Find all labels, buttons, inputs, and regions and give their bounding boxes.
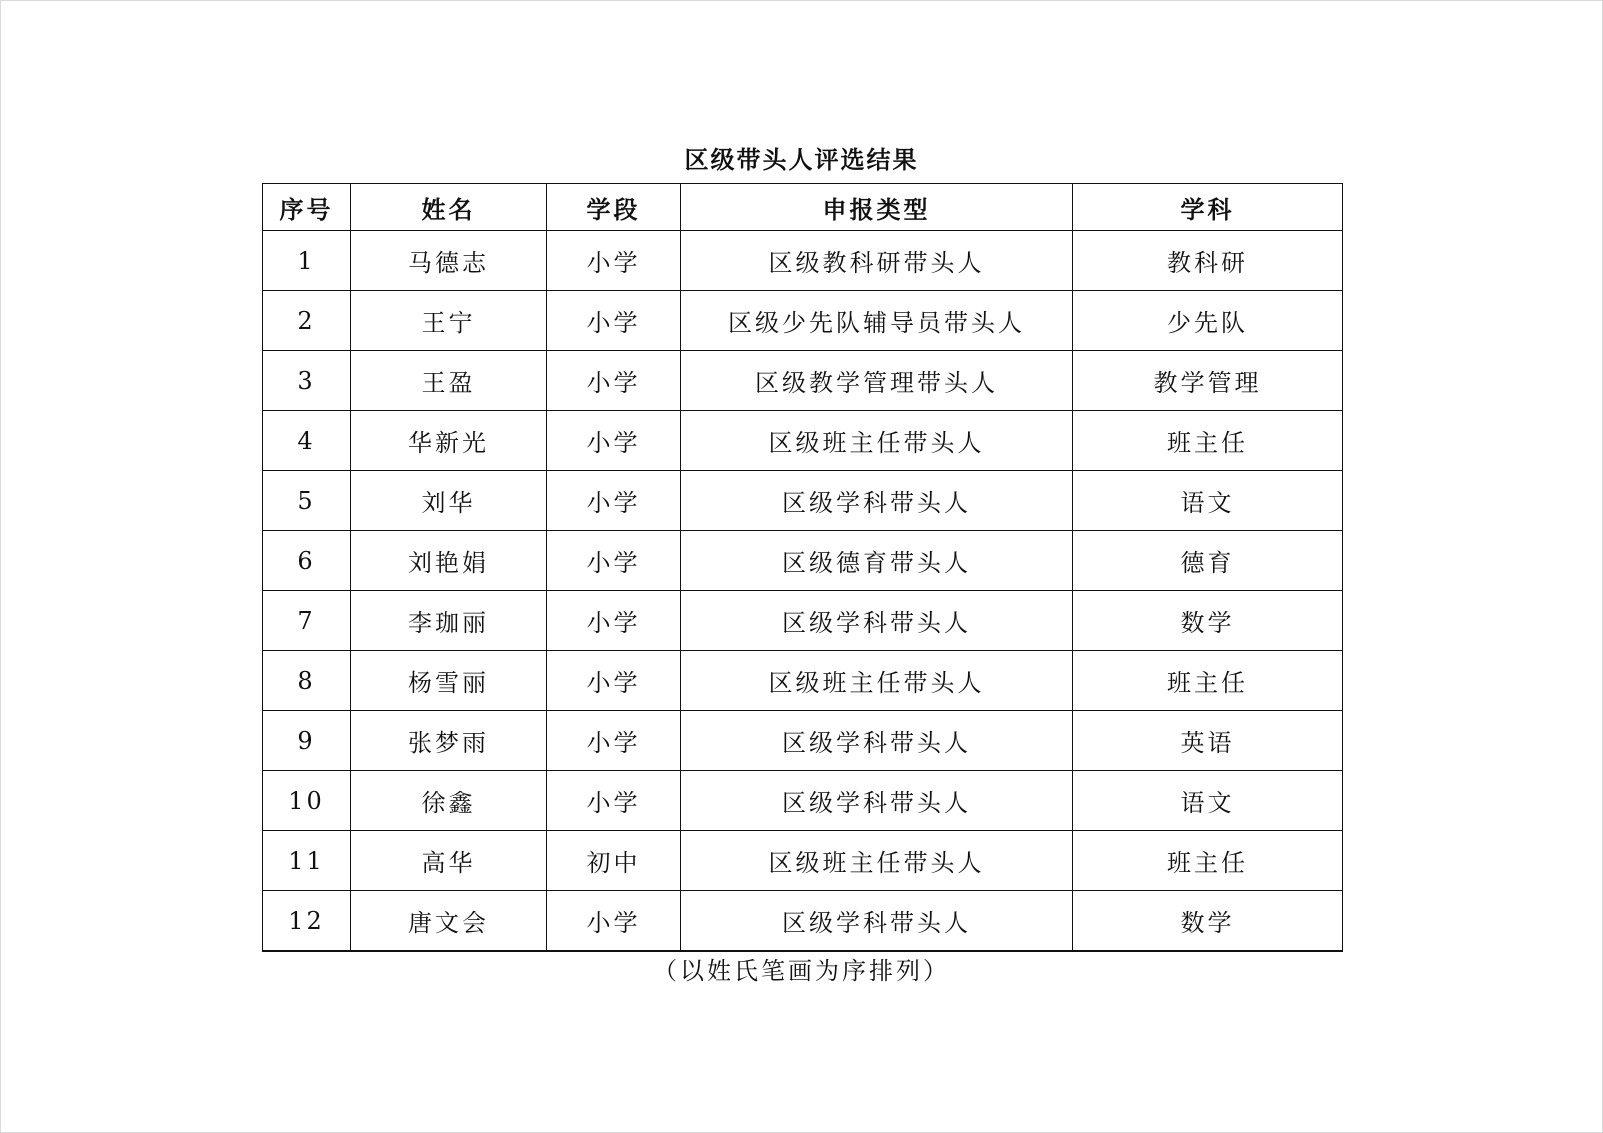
- table-row: [263, 471, 1343, 531]
- cell-index: 12: [263, 891, 351, 952]
- table-row: [263, 591, 1343, 651]
- cell-name: 刘华: [351, 471, 547, 531]
- cell-stage: 小学: [547, 771, 681, 831]
- cell-stage: 初中: [547, 831, 681, 891]
- cell-name: 高华: [351, 831, 547, 891]
- cell-stage: 小学: [547, 471, 681, 531]
- table-row: [263, 531, 1343, 591]
- cell-stage: 小学: [547, 231, 681, 291]
- cell-index: 9: [263, 711, 351, 771]
- cell-subject: 德育: [1073, 531, 1343, 591]
- table-row: [263, 891, 1343, 952]
- cell-index: 5: [263, 471, 351, 531]
- cell-type: 区级少先队辅导员带头人: [681, 291, 1073, 351]
- cell-subject: 教学管理: [1073, 351, 1343, 411]
- table-row: [263, 411, 1343, 471]
- cell-type: 区级班主任带头人: [681, 411, 1073, 471]
- header-subject: 学科: [1073, 184, 1343, 231]
- page-title: 区级带头人评选结果: [684, 146, 919, 174]
- table-row: [263, 651, 1343, 711]
- cell-stage: 小学: [547, 351, 681, 411]
- cell-name: 李珈丽: [351, 591, 547, 651]
- cell-subject: 语文: [1073, 471, 1343, 531]
- cell-type: 区级教学管理带头人: [681, 351, 1073, 411]
- cell-name: 唐文会: [351, 891, 547, 952]
- cell-type: 区级德育带头人: [681, 531, 1073, 591]
- cell-stage: 小学: [547, 411, 681, 471]
- cell-index: 7: [263, 591, 351, 651]
- cell-type: 区级教科研带头人: [681, 231, 1073, 291]
- sort-note: （以姓氏笔画为序排列）: [653, 957, 950, 985]
- cell-subject: 少先队: [1073, 291, 1343, 351]
- cell-subject: 数学: [1073, 891, 1343, 952]
- cell-stage: 小学: [547, 291, 681, 351]
- cell-index: 1: [263, 231, 351, 291]
- cell-stage: 小学: [547, 891, 681, 952]
- cell-subject: 班主任: [1073, 651, 1343, 711]
- cell-index: 4: [263, 411, 351, 471]
- table-row: [263, 351, 1343, 411]
- table-body: [263, 231, 1343, 952]
- cell-subject: 班主任: [1073, 831, 1343, 891]
- cell-index: 3: [263, 351, 351, 411]
- cell-stage: 小学: [547, 591, 681, 651]
- cell-name: 刘艳娟: [351, 531, 547, 591]
- cell-name: 王盈: [351, 351, 547, 411]
- cell-stage: 小学: [547, 531, 681, 591]
- cell-index: 6: [263, 531, 351, 591]
- table-row: [263, 771, 1343, 831]
- cell-index: 8: [263, 651, 351, 711]
- cell-name: 张梦雨: [351, 711, 547, 771]
- cell-subject: 英语: [1073, 711, 1343, 771]
- results-table: [262, 183, 1343, 952]
- cell-type: 区级班主任带头人: [681, 831, 1073, 891]
- table-row: [263, 711, 1343, 771]
- cell-type: 区级学科带头人: [681, 771, 1073, 831]
- table-row: [263, 231, 1343, 291]
- cell-name: 马德志: [351, 231, 547, 291]
- cell-name: 杨雪丽: [351, 651, 547, 711]
- cell-type: 区级学科带头人: [681, 891, 1073, 952]
- header-name: 姓名: [351, 184, 547, 231]
- cell-name: 徐鑫: [351, 771, 547, 831]
- cell-type: 区级学科带头人: [681, 711, 1073, 771]
- header-index: 序号: [263, 184, 351, 231]
- header-stage: 学段: [547, 184, 681, 231]
- cell-subject: 语文: [1073, 771, 1343, 831]
- cell-type: 区级学科带头人: [681, 591, 1073, 651]
- cell-stage: 小学: [547, 711, 681, 771]
- header-type: 申报类型: [681, 184, 1073, 231]
- cell-type: 区级班主任带头人: [681, 651, 1073, 711]
- cell-index: 2: [263, 291, 351, 351]
- cell-subject: 班主任: [1073, 411, 1343, 471]
- table-row: [263, 831, 1343, 891]
- cell-stage: 小学: [547, 651, 681, 711]
- cell-type: 区级学科带头人: [681, 471, 1073, 531]
- cell-name: 王宁: [351, 291, 547, 351]
- cell-name: 华新光: [351, 411, 547, 471]
- table-row: [263, 291, 1343, 351]
- table-header: [263, 184, 1343, 231]
- cell-subject: 数学: [1073, 591, 1343, 651]
- cell-index: 10: [263, 771, 351, 831]
- cell-index: 11: [263, 831, 351, 891]
- header-row: [263, 184, 1343, 231]
- cell-subject: 教科研: [1073, 231, 1343, 291]
